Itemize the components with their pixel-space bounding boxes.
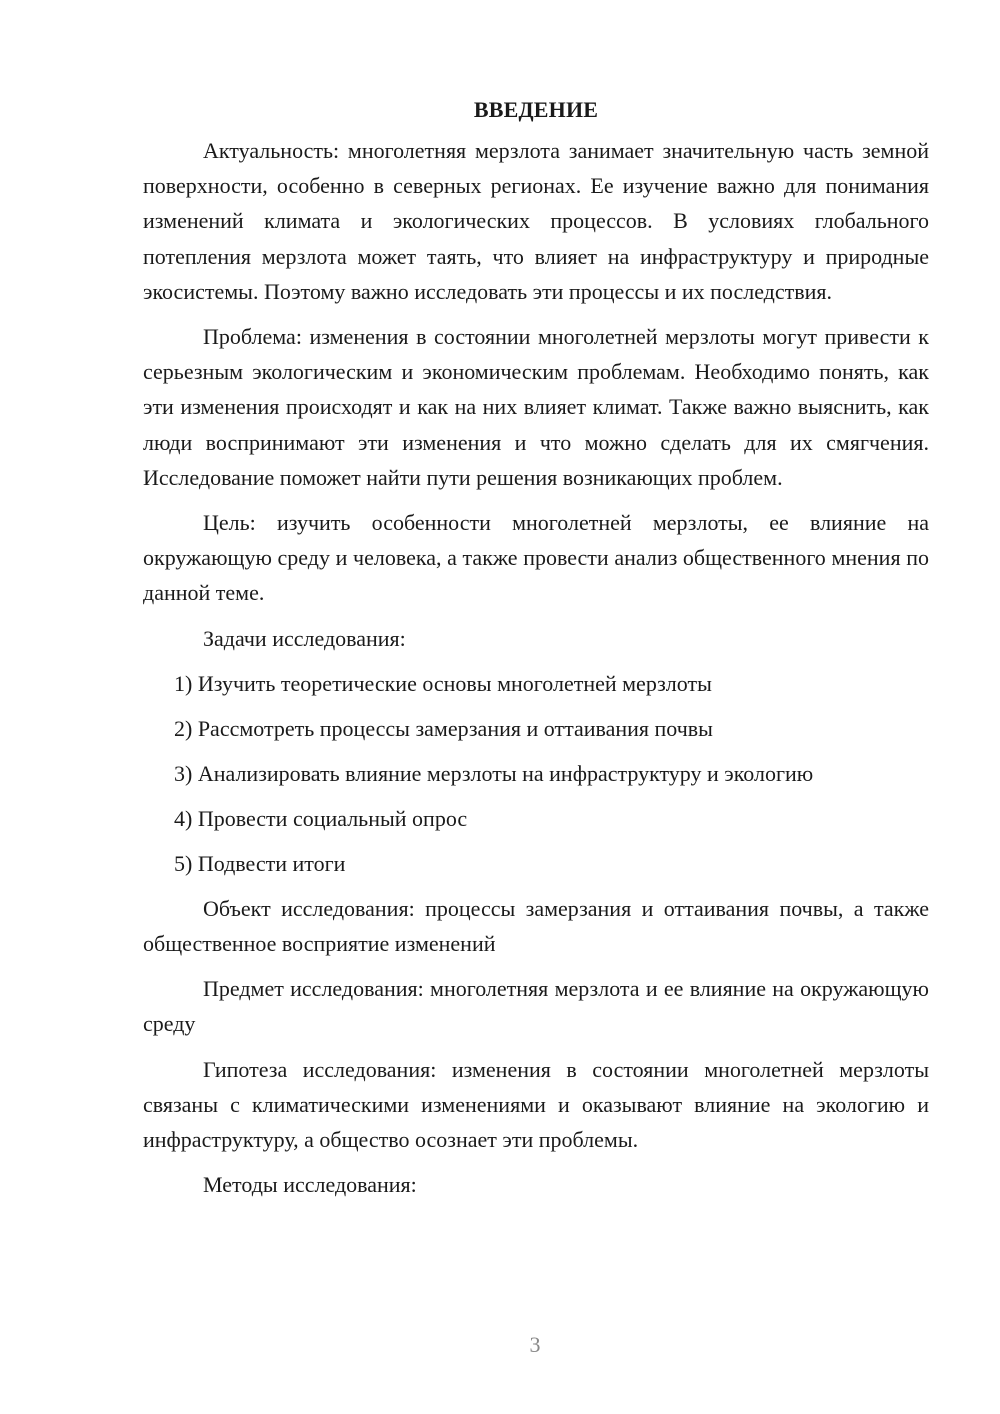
- tasks-label: Задачи исследования:: [203, 625, 406, 651]
- paragraph-problem: Проблема: изменения в состоянии многолетней мерзлоты могут привести к серьезным экологическим и экономическим проблемам. Необходимо понять, как эти изменения происходят и как на них влияет климат. Также важно выяснить, как люди воспринимают эти изменения и что можно сделать для их смягчения. Исследование поможет найти пути решения возникающих проблем.: [143, 324, 929, 490]
- page-number: 3: [529, 1332, 541, 1357]
- task-item: 2) Рассмотреть процессы замерзания и оттаивания почвы: [174, 715, 713, 741]
- page-content: [143, 92, 929, 1202]
- paragraph-relevance: Актуальность: многолетняя мерзлота занимает значительную часть земной поверхности, особенно в северных регионах. Ее изучение важно для понимания изменений климата и экологических процессов. В условиях глобального потепления мерзлота может таять, что влияет на инфраструктуру и природные экосистемы. Поэтому важно исследовать эти процессы и их последствия.: [143, 138, 929, 304]
- paragraph-subject: Предмет исследования: многолетняя мерзлота и ее влияние на окружающую среду: [143, 976, 929, 1037]
- task-item: 1) Изучить теоретические основы многолетней мерзлоты: [174, 670, 712, 696]
- methods-label: Методы исследования:: [203, 1172, 417, 1198]
- paragraph-goal: Цель: изучить особенности многолетней мерзлоты, ее влияние на окружающую среду и человека, а также провести анализ общественного мнения по данной теме.: [143, 510, 929, 606]
- paragraph-hypothesis: Гипотеза исследования: изменения в состоянии многолетней мерзлоты связаны с климатическими изменениями и оказывают влияние на экологию и инфраструктуру, а общество осознает эти проблемы.: [143, 1056, 929, 1153]
- task-item: 4) Провести социальный опрос: [174, 805, 468, 831]
- task-item: 3) Анализировать влияние мерзлоты на инфраструктуру и экологию: [174, 760, 814, 786]
- page-title: ВВЕДЕНИЕ: [473, 97, 599, 122]
- tasks-list: [143, 666, 929, 881]
- paragraph-object: Объект исследования: процессы замерзания и оттаивания почвы, а также общественное восприятие изменений: [143, 895, 929, 957]
- task-item: 5) Подвести итоги: [174, 850, 346, 876]
